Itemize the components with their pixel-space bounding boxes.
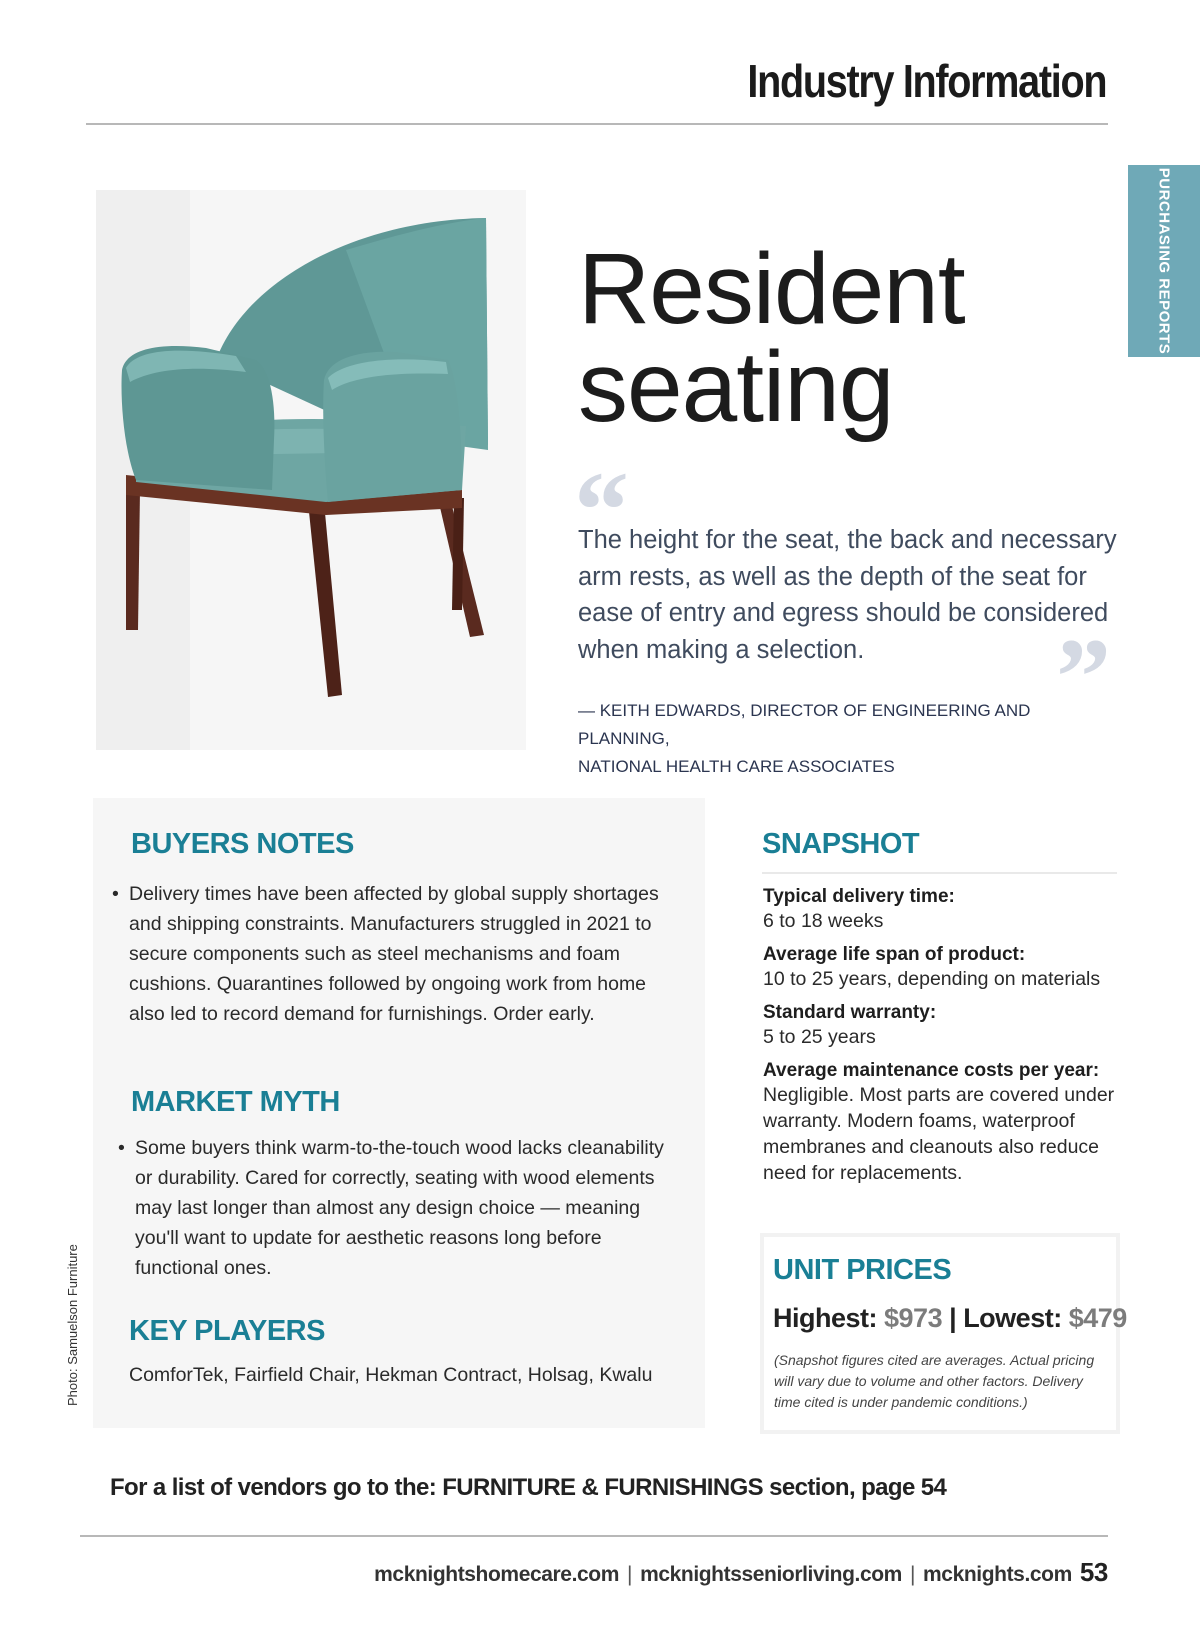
snapshot-label: Standard warranty: (763, 1002, 937, 1023)
snapshot-item (763, 1002, 1123, 1050)
quote-attribution (578, 697, 1078, 781)
snapshot-label: Average maintenance costs per year: (763, 1060, 1100, 1081)
vendors-link-text: For a list of vendors go to the: FURNITURE & FURNISHINGS section, page 54 (110, 1474, 947, 1501)
footer-separator: | (909, 1563, 916, 1586)
snapshot-item (763, 1060, 1123, 1186)
snapshot-value: Negligible. Most parts are covered under warranty. Modern foams, waterproof membranes and cleanouts also reduce need for replacements. (763, 1084, 1115, 1184)
attribution-line-2: NATIONAL HEALTH CARE ASSOCIATES (578, 757, 895, 776)
snapshot-heading: SNAPSHOT (762, 828, 920, 860)
footer-site-link[interactable]: mcknightsseniorliving.com (640, 1563, 902, 1586)
close-quote-mark-icon: ” (1056, 616, 1111, 738)
snapshot-label: Average life span of product: (763, 944, 1026, 965)
price-divider: | (949, 1303, 957, 1333)
key-players-text: ComforTek, Fairfield Chair, Hekman Contract, Holsag, Kwalu (129, 1364, 653, 1386)
market-myth-heading: MARKET MYTH (131, 1086, 340, 1118)
snapshot-list (763, 886, 1123, 1196)
buyers-notes-bullet: • Delivery times have been affected by global supply shortages and shipping constraints. Manufacturers struggled in 2021 to secure components such as steel mechanisms and foam cushions. Quarantines followed by ongoing work from home also led to record demand for furnishings. Order early. (112, 879, 672, 1029)
snapshot-item (763, 944, 1123, 992)
snapshot-value: 5 to 25 years (763, 1026, 876, 1048)
side-tab-label: PURCHASING REPORTS (1155, 167, 1173, 355)
footer-separator: | (627, 1563, 633, 1586)
buyers-notes-heading: BUYERS NOTES (131, 828, 354, 860)
snapshot-value: 6 to 18 weeks (763, 910, 884, 932)
market-myth-bullet: • Some buyers think warm-to-the-touch wood lacks cleanability or durability. Cared for correctly, seating with wood elements may last longer than almost any design choice — meaning you'll want to update for aesthetic reasons long before functional ones. (118, 1133, 672, 1283)
market-myth-list (118, 1133, 672, 1283)
highest-label: Highest: (773, 1303, 877, 1333)
footer-site-link[interactable]: mcknightshomecare.com (374, 1563, 619, 1586)
unit-prices-note: (Snapshot figures cited are averages. Actual pricing will vary due to volume and other factors. Delivery time cited is under pandemic conditions.) (774, 1352, 1095, 1410)
snapshot-label: Typical delivery time: (763, 886, 955, 907)
header-divider (86, 123, 1108, 125)
armchair-illustration (96, 190, 526, 750)
snapshot-item (763, 886, 1123, 934)
headline-line-2: seating (578, 331, 894, 443)
highest-price: $973 (884, 1303, 943, 1333)
headline-line-1: Resident (578, 233, 965, 345)
snapshot-divider (762, 872, 1117, 874)
chair-photo (96, 190, 526, 750)
lowest-price: $479 (1068, 1303, 1127, 1333)
attribution-line-1: — KEITH EDWARDS, DIRECTOR OF ENGINEERING AND PLANNING, (578, 701, 1031, 748)
footer-divider (80, 1535, 1108, 1537)
open-quote-mark-icon: “ (574, 449, 629, 571)
snapshot-value: 10 to 25 years, depending on materials (763, 968, 1101, 990)
unit-prices-heading: UNIT PRICES (773, 1254, 952, 1286)
footer-site-link[interactable]: mcknights.com (923, 1563, 1072, 1586)
unit-prices-line (773, 1303, 1127, 1334)
photo-credit: Photo: Samuelson Furniture (65, 1244, 80, 1406)
lowest-label: Lowest: (963, 1303, 1062, 1333)
section-side-tab (1128, 165, 1200, 357)
pull-quote: The height for the seat, the back and necessary arm rests, as well as the depth of the seat for ease of entry and egress should be considered when making a selection. (578, 526, 1117, 664)
headline (578, 233, 965, 443)
page-number: 53 (1079, 1557, 1108, 1587)
page-title: Industry Information (747, 55, 1106, 107)
footer (374, 1557, 1108, 1588)
key-players-heading: KEY PLAYERS (129, 1315, 325, 1347)
buyers-notes-list (112, 879, 672, 1029)
